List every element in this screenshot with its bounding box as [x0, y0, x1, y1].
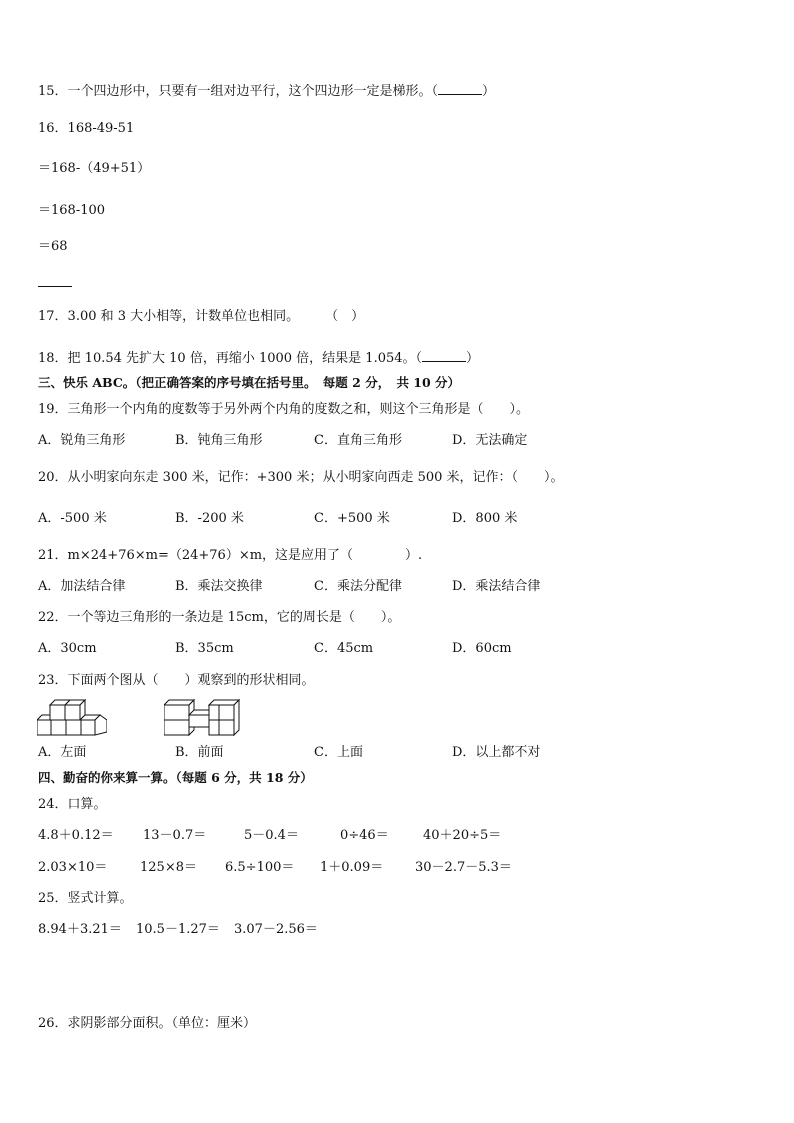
option-c[interactable]: C．直角三角形 [314, 433, 402, 448]
cube-figure-2 [164, 698, 240, 736]
question-18-text: 18．把 10.54 先扩大 10 倍，再缩小 1000 倍，结果是 1.054。（ [38, 351, 423, 366]
option-b[interactable]: B．-200 米 [175, 511, 244, 526]
option-c[interactable]: C．乘法分配律 [314, 579, 402, 594]
question-19: 19．三角形一个内角的度数等于另外两个内角的度数之和，则这个三角形是（ ）。 [38, 402, 530, 417]
option-a[interactable]: A．锐角三角形 [38, 433, 126, 448]
calc-item: 4.8＋0.12＝ [38, 828, 114, 843]
calc-item: 8.94＋3.21＝ [38, 922, 122, 937]
question-20: 20．从小明家向东走 300 米，记作：+300 米；从小明家向西走 500 米，记作：（ ）。 [38, 470, 564, 485]
question-18-tail: ） [466, 351, 480, 366]
question-16-line-1: 16．168-49-51 [38, 121, 135, 136]
option-c[interactable]: C．+500 米 [314, 511, 390, 526]
question-23: 23．下面两个图从（ ）观察到的形状相同。 [38, 673, 315, 688]
option-c[interactable]: C．上面 [314, 745, 363, 760]
question-18 [38, 350, 479, 367]
option-a[interactable]: A．30cm [38, 641, 97, 656]
calc-item: 0÷46＝ [340, 828, 389, 843]
option-b[interactable]: B．钝角三角形 [175, 433, 263, 448]
question-16-line-3: ＝168-100 [38, 203, 106, 218]
calc-item: 1＋0.09＝ [320, 860, 384, 875]
section-3-title: 三、快乐 ABC。（把正确答案的序号填在括号里。 每题 2 分， 共 10 分） [38, 375, 461, 390]
section-4-title: 四、勤奋的你来算一算。（每题 6 分，共 18 分） [38, 770, 313, 785]
question-15 [38, 83, 495, 100]
question-17: 17．3.00 和 3 大小相等，计数单位也相同。 （ ） [38, 309, 365, 324]
option-d[interactable]: D．60cm [452, 641, 512, 656]
calc-item: 2.03×10＝ [38, 860, 108, 875]
question-16-line-4: ＝68 [38, 239, 68, 254]
cube-figure-1 [37, 698, 107, 736]
question-15-text: 15．一个四边形中，只要有一组对边平行，这个四边形一定是梯形。（ [38, 84, 439, 99]
question-24: 24．口算。 [38, 797, 107, 812]
calc-item: 125×8＝ [140, 860, 197, 875]
answer-blank[interactable] [438, 83, 482, 95]
calc-item: 3.07－2.56＝ [234, 922, 318, 937]
option-a[interactable]: A．左面 [38, 745, 87, 760]
option-d[interactable]: D．800 米 [452, 511, 518, 526]
calc-item: 40＋20÷5＝ [423, 828, 502, 843]
option-a[interactable]: A．-500 米 [38, 511, 107, 526]
calc-item: 5－0.4＝ [244, 828, 299, 843]
answer-blank[interactable] [422, 350, 466, 362]
question-22: 22．一个等边三角形的一条边是 15cm，它的周长是（ ）。 [38, 610, 401, 625]
option-b[interactable]: B．乘法交换律 [175, 579, 263, 594]
answer-blank[interactable] [38, 286, 72, 287]
option-a[interactable]: A．加法结合律 [38, 579, 126, 594]
option-d[interactable]: D．以上都不对 [452, 745, 541, 760]
option-d[interactable]: D．无法确定 [452, 433, 528, 448]
question-25: 25．竖式计算。 [38, 891, 133, 906]
calc-item: 10.5－1.27＝ [136, 922, 220, 937]
question-15-tail: ） [482, 84, 496, 99]
option-b[interactable]: B．35cm [175, 641, 234, 656]
calc-item: 30－2.7－5.3＝ [415, 860, 512, 875]
question-26: 26．求阴影部分面积。（单位：厘米） [38, 1016, 257, 1031]
question-21: 21．m×24+76×m=（24+76）×m，这是应用了（ ）. [38, 548, 423, 563]
option-d[interactable]: D．乘法结合律 [452, 579, 541, 594]
calc-item: 6.5÷100＝ [225, 860, 295, 875]
question-16-line-2: ＝168-（49+51） [38, 161, 151, 176]
option-b[interactable]: B．前面 [175, 745, 224, 760]
calc-item: 13－0.7＝ [143, 828, 207, 843]
option-c[interactable]: C．45cm [314, 641, 374, 656]
